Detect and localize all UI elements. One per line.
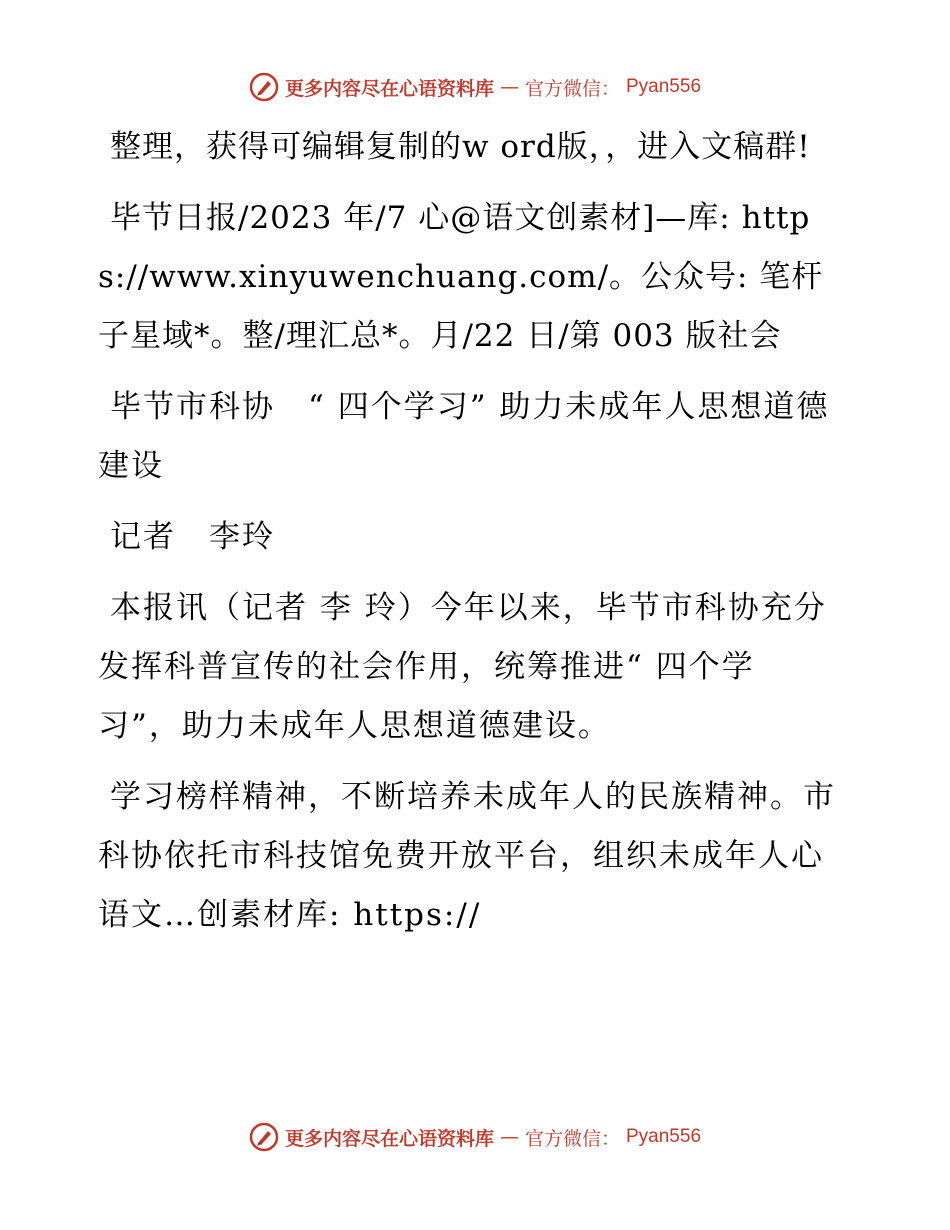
banner-site-text: 更多内容尽在心语资料库: [284, 1127, 494, 1150]
paragraph-lead: 本报讯（记者 李 玲）今年以来，毕节市科协充分发挥科普宣传的社会作用，统筹推进“ 四个学习”，助力未成年人思想道德建设。: [98, 590, 827, 744]
header-banner: [0, 72, 950, 102]
banner-site-text: 更多内容尽在心语资料库: [284, 77, 494, 100]
banner-separator: —: [499, 76, 519, 98]
document-body: [98, 118, 838, 957]
paragraph-source: 毕节日报/2023 年/7 心@语文创素材]—库: https://www.xinyuwenchuang.com/。公众号: 笔杆子星域*。整/理汇总*。月/22 日/第 003 版社会: [98, 200, 824, 354]
paragraph-body: 学习榜样精神，不断培养未成年人的民族精神。市科协依托市科技馆免费开放平台，组织未成年人心语文…创素材库: https://: [98, 779, 836, 933]
footer-banner: [0, 1122, 950, 1152]
article-byline: 记者 李玲: [110, 519, 275, 555]
paragraph-intro: 整理，获得可编辑复制的w ord版，，进入文稿群!: [110, 129, 811, 165]
pen-logo-icon: [249, 72, 279, 102]
banner-separator: —: [499, 1126, 519, 1148]
banner-wechat-label: 官方微信：: [524, 1127, 620, 1150]
banner-wechat-label: 官方微信：: [524, 77, 620, 100]
banner-wechat-id: Pyan556: [626, 1126, 702, 1147]
article-title: 毕节市科协 “ 四个学习” 助力未成年人思想道德建设: [98, 389, 830, 484]
pen-logo-icon: [249, 1122, 279, 1152]
banner-wechat-id: Pyan556: [626, 76, 702, 97]
